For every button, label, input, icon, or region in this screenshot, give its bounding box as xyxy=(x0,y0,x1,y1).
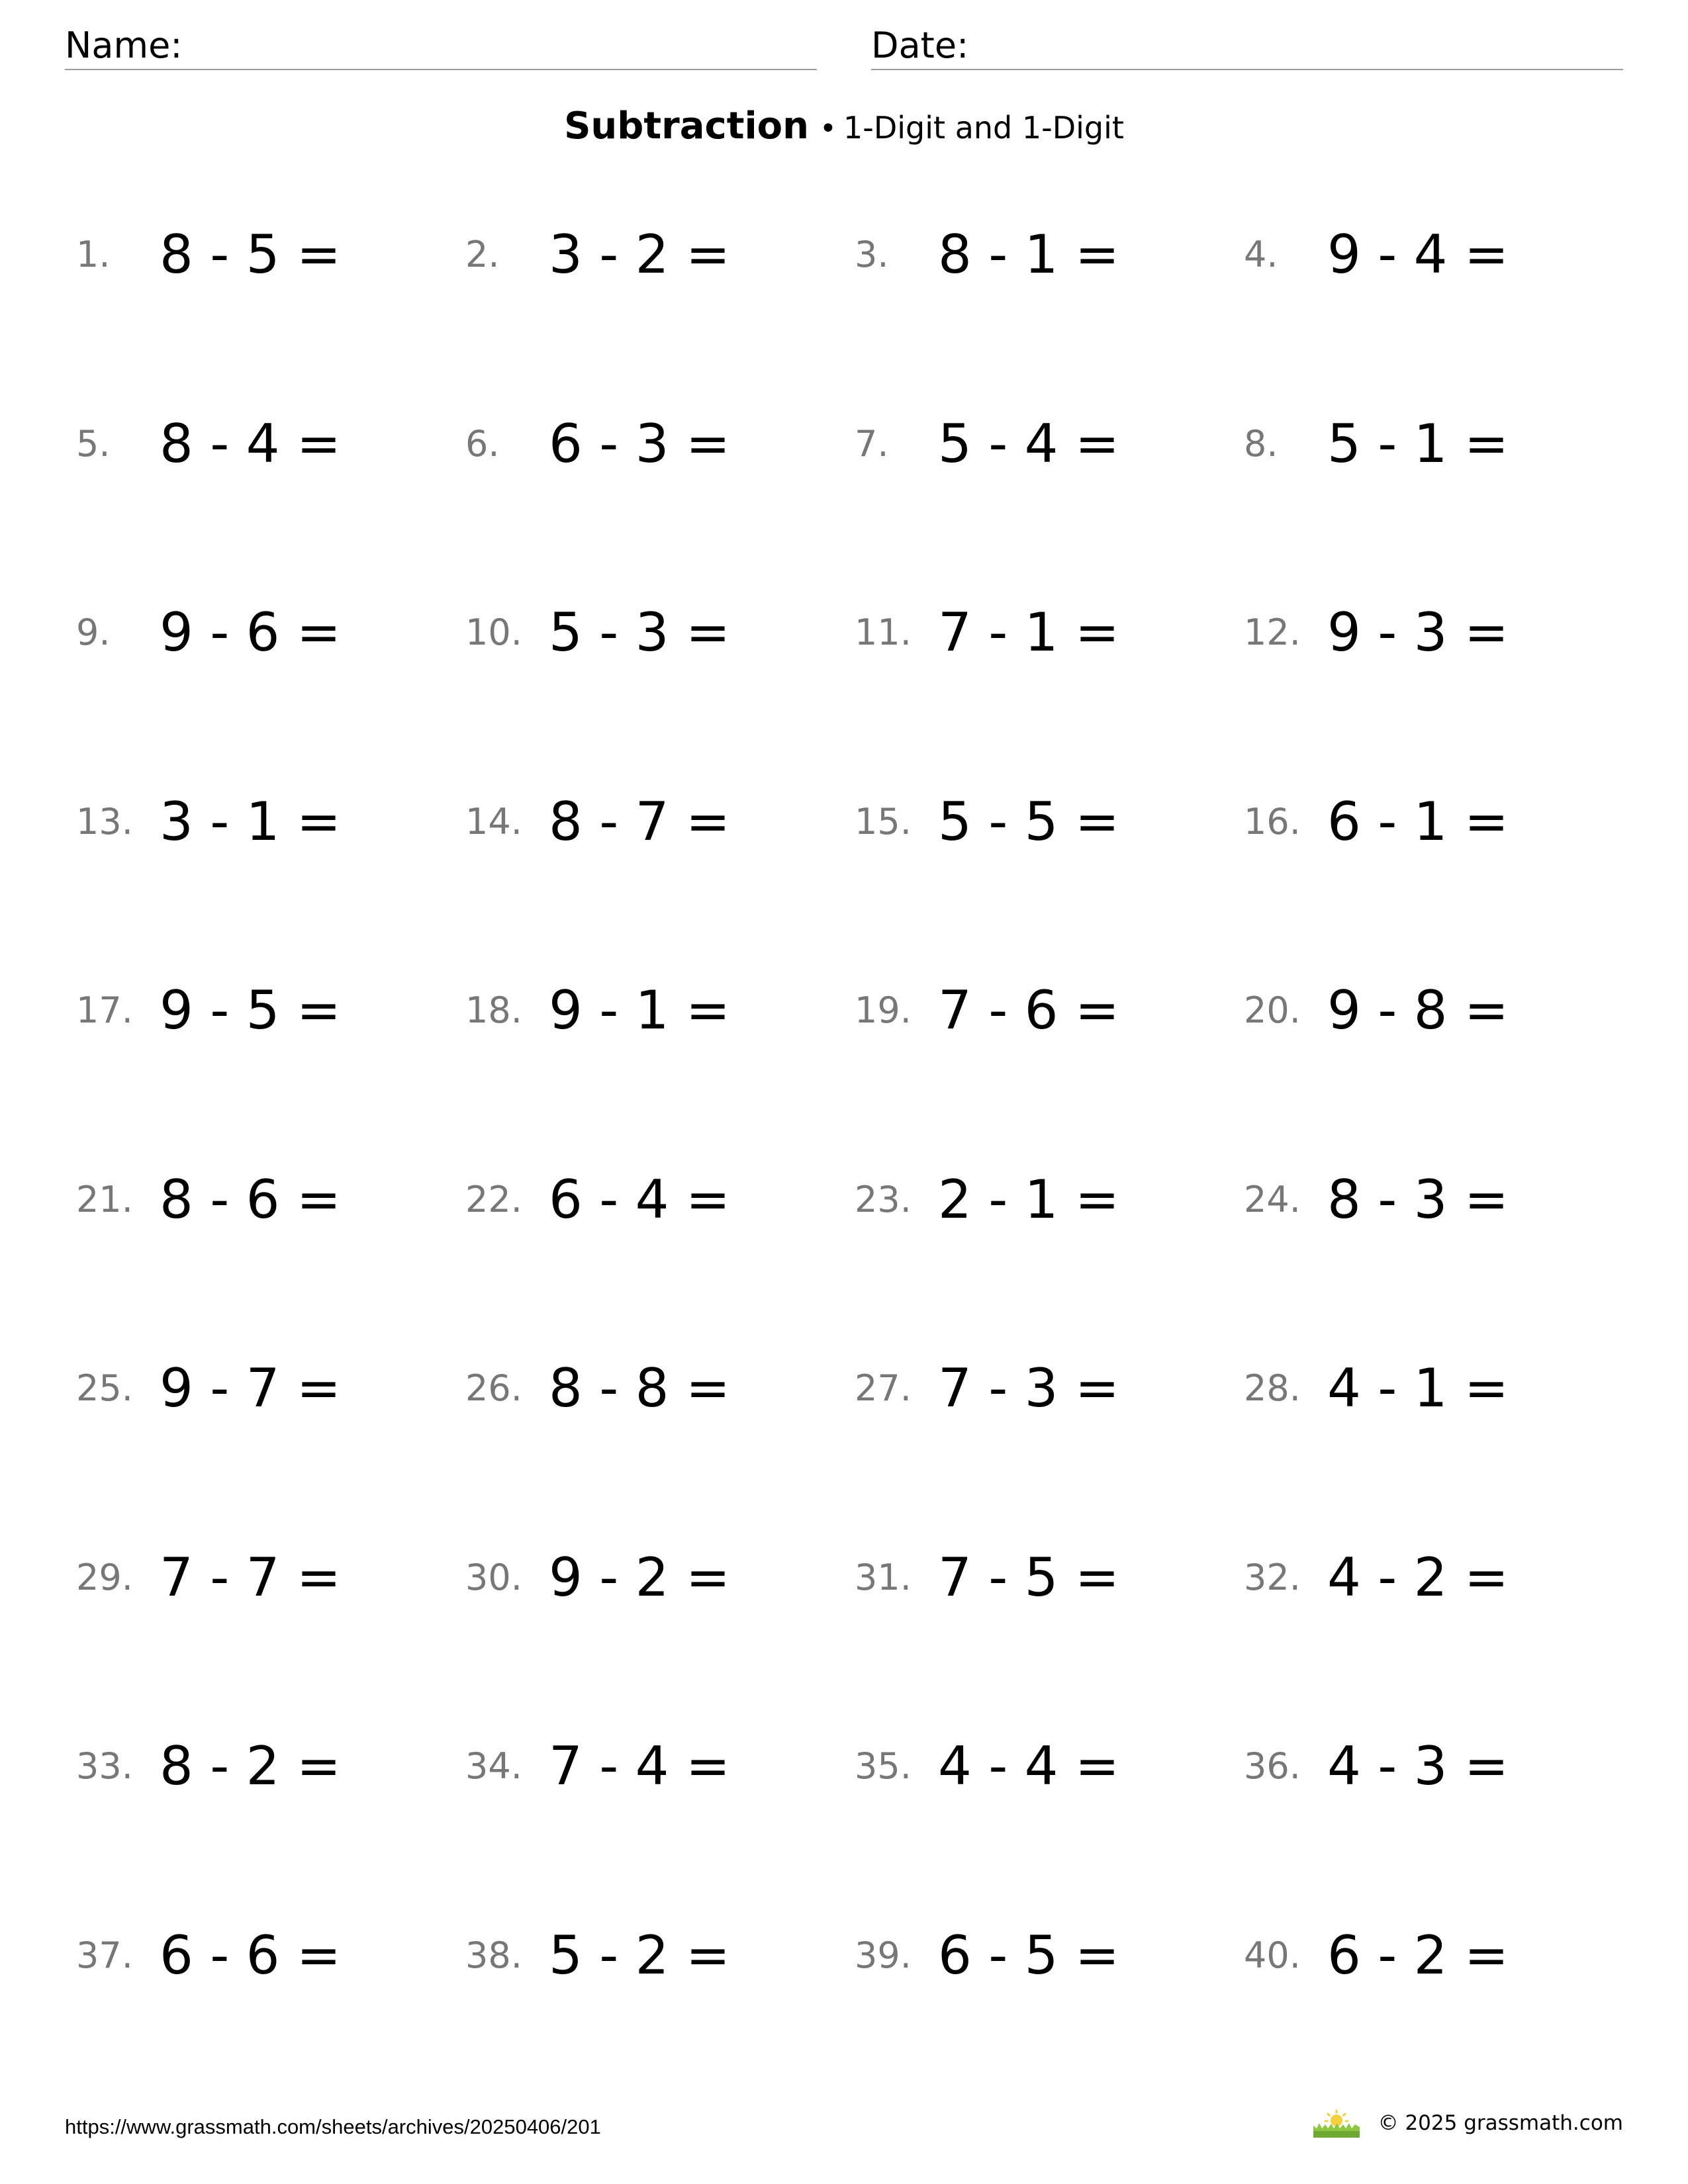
problem-expression: 8 - 7 = xyxy=(549,790,730,852)
problem-number: 14. xyxy=(465,800,522,842)
problem-item xyxy=(76,974,465,1163)
problem-number: 39. xyxy=(855,1934,912,1976)
problem-grid xyxy=(76,218,1638,2108)
problem-number: 38. xyxy=(465,1934,522,1976)
problem-expression: 4 - 2 = xyxy=(1327,1546,1509,1608)
problem-expression: 9 - 4 = xyxy=(1327,224,1509,285)
problem-expression: 5 - 1 = xyxy=(1327,412,1509,475)
problem-item xyxy=(465,1919,855,2109)
problem-expression: 8 - 6 = xyxy=(160,1168,341,1230)
problem-number: 32. xyxy=(1244,1556,1301,1598)
problem-number: 18. xyxy=(465,989,522,1031)
problem-item xyxy=(855,974,1244,1163)
problem-number: 20. xyxy=(1244,989,1301,1031)
problem-number: 34. xyxy=(465,1745,522,1787)
problem-expression: 9 - 1 = xyxy=(549,979,730,1041)
problem-item xyxy=(465,218,855,408)
problem-item xyxy=(1244,596,1633,786)
problem-expression: 9 - 3 = xyxy=(1327,602,1509,663)
problem-item xyxy=(1244,408,1633,597)
problem-item xyxy=(855,1163,1244,1353)
problem-number: 16. xyxy=(1244,800,1301,842)
problem-expression: 7 - 5 = xyxy=(938,1546,1119,1608)
problem-item xyxy=(465,1541,855,1731)
problem-expression: 6 - 6 = xyxy=(160,1924,341,1986)
problem-item xyxy=(1244,974,1633,1163)
problem-item xyxy=(855,1730,1244,1919)
problem-number: 31. xyxy=(855,1556,912,1598)
name-label: Name: xyxy=(65,24,183,66)
problem-number: 23. xyxy=(855,1178,912,1220)
problem-number: 9. xyxy=(76,612,111,653)
problem-number: 19. xyxy=(855,989,912,1031)
problem-expression: 3 - 1 = xyxy=(160,790,341,852)
problem-number: 15. xyxy=(855,800,912,842)
problem-item xyxy=(76,1163,465,1353)
problem-expression: 6 - 5 = xyxy=(938,1924,1119,1986)
problem-expression: 3 - 2 = xyxy=(549,224,730,285)
problem-item xyxy=(76,1541,465,1731)
problem-expression: 2 - 1 = xyxy=(938,1168,1119,1230)
problem-expression: 4 - 1 = xyxy=(1327,1357,1509,1419)
problem-expression: 8 - 4 = xyxy=(160,412,341,475)
name-field[interactable] xyxy=(65,23,817,70)
date-label: Date: xyxy=(871,24,969,66)
problem-item xyxy=(76,1919,465,2109)
problem-item xyxy=(1244,1352,1633,1541)
problem-number: 22. xyxy=(465,1178,522,1220)
problem-expression: 6 - 2 = xyxy=(1327,1924,1509,1986)
footer-copyright: © 2025 grassmath.com xyxy=(1378,2111,1623,2135)
title-subtitle: 1-Digit and 1-Digit xyxy=(843,110,1124,146)
problem-item xyxy=(855,786,1244,975)
problem-number: 30. xyxy=(465,1556,522,1598)
problem-item xyxy=(76,1730,465,1919)
problem-expression: 7 - 3 = xyxy=(938,1357,1119,1419)
problem-item xyxy=(1244,1730,1633,1919)
problem-expression: 8 - 3 = xyxy=(1327,1168,1509,1230)
problem-number: 26. xyxy=(465,1367,522,1409)
problem-item xyxy=(76,1352,465,1541)
problem-item xyxy=(465,596,855,786)
problem-number: 4. xyxy=(1244,234,1278,275)
problem-item xyxy=(76,596,465,786)
footer-url: https://www.grassmath.com/sheets/archives/20250406/201 xyxy=(65,2115,601,2138)
problem-item xyxy=(855,596,1244,786)
problem-number: 35. xyxy=(855,1745,912,1787)
problem-item xyxy=(76,408,465,597)
problem-item xyxy=(1244,218,1633,408)
problem-number: 5. xyxy=(76,422,111,465)
problem-expression: 4 - 4 = xyxy=(938,1735,1119,1797)
problem-number: 21. xyxy=(76,1178,133,1220)
problem-number: 40. xyxy=(1244,1934,1301,1976)
problem-item xyxy=(1244,786,1633,975)
grass-sun-logo-icon xyxy=(1313,2109,1360,2138)
problem-item xyxy=(465,408,855,597)
problem-expression: 8 - 8 = xyxy=(549,1357,730,1419)
problem-expression: 5 - 4 = xyxy=(938,412,1119,475)
problem-number: 11. xyxy=(855,612,912,653)
problem-item xyxy=(855,1919,1244,2109)
problem-expression: 7 - 1 = xyxy=(938,602,1119,663)
problem-item xyxy=(465,1163,855,1353)
date-field[interactable] xyxy=(871,23,1623,70)
problem-expression: 9 - 8 = xyxy=(1327,979,1509,1041)
worksheet-title xyxy=(0,105,1688,148)
problem-expression: 5 - 2 = xyxy=(549,1924,730,1986)
problem-item xyxy=(1244,1163,1633,1353)
problem-expression: 5 - 3 = xyxy=(549,602,730,663)
problem-item xyxy=(465,786,855,975)
problem-expression: 9 - 2 = xyxy=(549,1546,730,1608)
problem-expression: 6 - 4 = xyxy=(549,1168,730,1230)
problem-number: 33. xyxy=(76,1745,133,1787)
problem-expression: 6 - 3 = xyxy=(549,412,730,475)
problem-expression: 8 - 5 = xyxy=(160,224,341,285)
footer-branding xyxy=(1313,2109,1623,2138)
problem-expression: 5 - 5 = xyxy=(938,790,1119,852)
problem-expression: 8 - 1 = xyxy=(938,224,1119,285)
problem-item xyxy=(855,1541,1244,1731)
problem-expression: 8 - 2 = xyxy=(160,1735,341,1797)
problem-expression: 4 - 3 = xyxy=(1327,1735,1509,1797)
problem-number: 25. xyxy=(76,1367,133,1409)
title-separator: • xyxy=(820,112,837,146)
problem-item xyxy=(76,218,465,408)
problem-number: 17. xyxy=(76,989,133,1031)
problem-number: 10. xyxy=(465,612,522,653)
problem-number: 37. xyxy=(76,1934,133,1976)
problem-number: 28. xyxy=(1244,1367,1301,1409)
problem-expression: 6 - 1 = xyxy=(1327,790,1509,852)
problem-expression: 7 - 4 = xyxy=(549,1735,730,1797)
problem-number: 13. xyxy=(76,800,133,842)
problem-expression: 9 - 6 = xyxy=(160,602,341,663)
problem-number: 27. xyxy=(855,1367,912,1409)
problem-number: 29. xyxy=(76,1556,133,1598)
problem-expression: 7 - 6 = xyxy=(938,979,1119,1041)
problem-expression: 7 - 7 = xyxy=(160,1546,341,1608)
problem-item xyxy=(465,974,855,1163)
problem-number: 2. xyxy=(465,234,500,275)
problem-item xyxy=(1244,1919,1633,2109)
problem-number: 6. xyxy=(465,422,500,465)
problem-number: 1. xyxy=(76,234,111,275)
problem-item xyxy=(465,1730,855,1919)
problem-number: 24. xyxy=(1244,1178,1301,1220)
problem-item xyxy=(1244,1541,1633,1731)
problem-item xyxy=(76,786,465,975)
problem-number: 8. xyxy=(1244,422,1278,465)
problem-item xyxy=(855,218,1244,408)
problem-number: 3. xyxy=(855,234,889,275)
problem-number: 12. xyxy=(1244,612,1301,653)
problem-item xyxy=(855,1352,1244,1541)
problem-expression: 9 - 5 = xyxy=(160,979,341,1041)
problem-item xyxy=(855,408,1244,597)
problem-item xyxy=(465,1352,855,1541)
problem-number: 7. xyxy=(855,422,889,465)
problem-number: 36. xyxy=(1244,1745,1301,1787)
problem-expression: 9 - 7 = xyxy=(160,1357,341,1419)
title-main: Subtraction xyxy=(564,105,810,148)
